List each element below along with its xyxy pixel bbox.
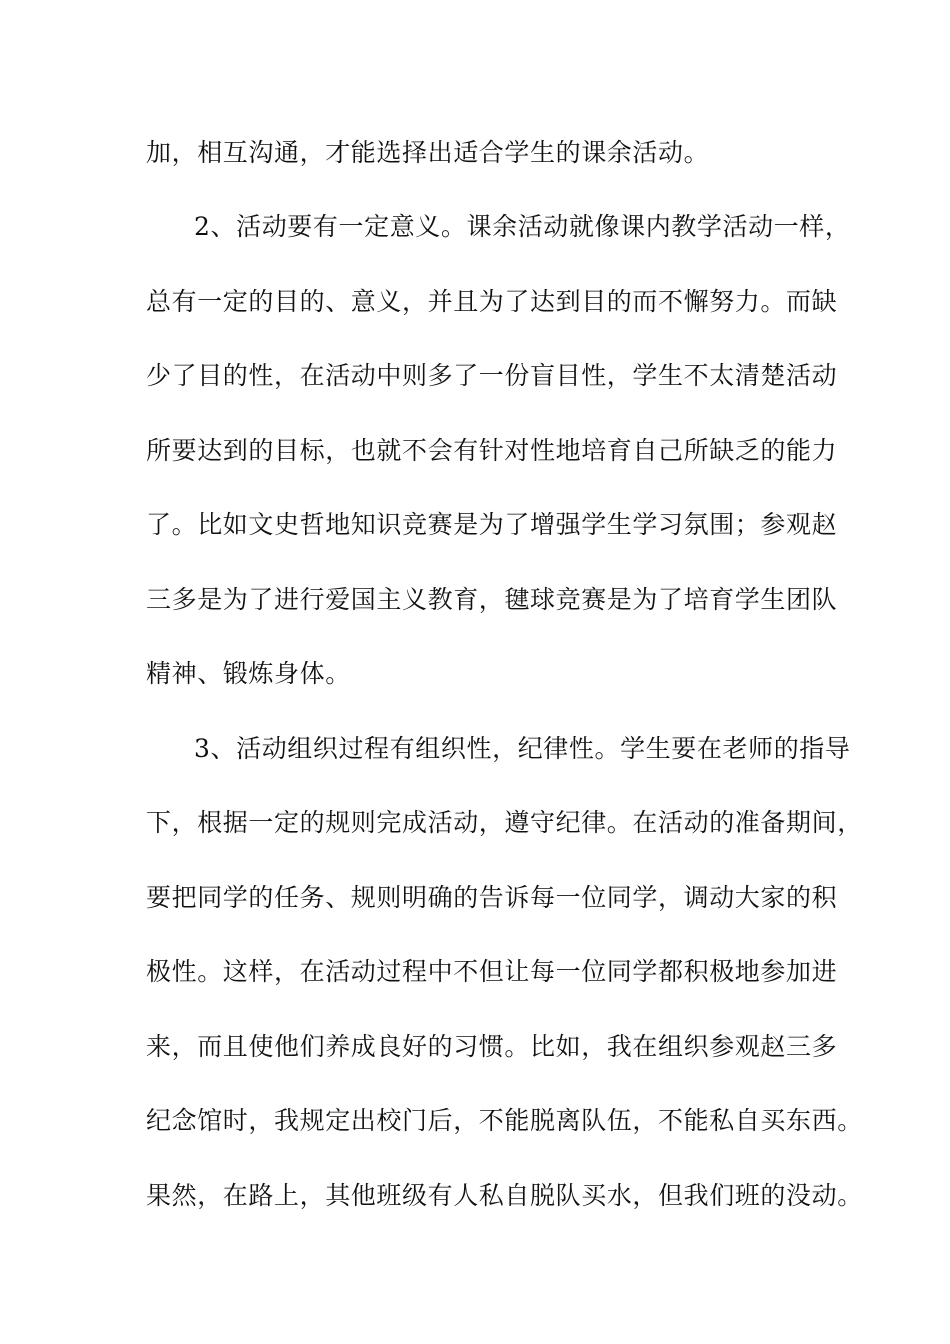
text-line: 所要达到的目标，也就不会有针对性地培育自己所缺乏的能力 [146,436,838,465]
text-line: 纪念馆时，我规定出校门后，不能脱离队伍，不能私自买东西。 [146,1106,863,1135]
text-line: 了。比如文史哲地知识竞赛是为了增强学生学习氛围；参观赵 [146,510,838,539]
text-line: 加，相互沟通，才能选择出适合学生的课余活动。 [146,138,710,167]
text-line: 极性。这样，在活动过程中不但让每一位同学都积极地参加进 [146,957,838,986]
text-line: 总有一定的目的、意义，并且为了达到目的而不懈努力。而缺 [146,287,838,316]
text-line: 果然，在路上，其他班级有人私自脱队买水，但我们班的没动。 [146,1181,863,1210]
text-line: 要把同学的任务、规则明确的告诉每一位同学，调动大家的积 [146,883,838,912]
text-line: 少了目的性，在活动中则多了一份盲目性，学生不太清楚活动 [146,361,838,390]
text-line: 三多是为了进行爱国主义教育，毽球竞赛是为了培育学生团队 [146,585,838,614]
text-line: 来，而且使他们养成良好的习惯。比如，我在组织参观赵三多 [146,1032,838,1061]
text-line: 精神、锻炼身体。 [146,659,351,688]
paragraph-3-start: 3、活动组织过程有组织性，纪律性。学生要在老师的指导 [194,734,851,763]
paragraph-2-start: 2、活动要有一定意义。课余活动就像课内教学活动一样， [194,212,851,241]
text-line: 下，根据一定的规则完成活动，遵守纪律。在活动的准备期间， [146,808,863,837]
